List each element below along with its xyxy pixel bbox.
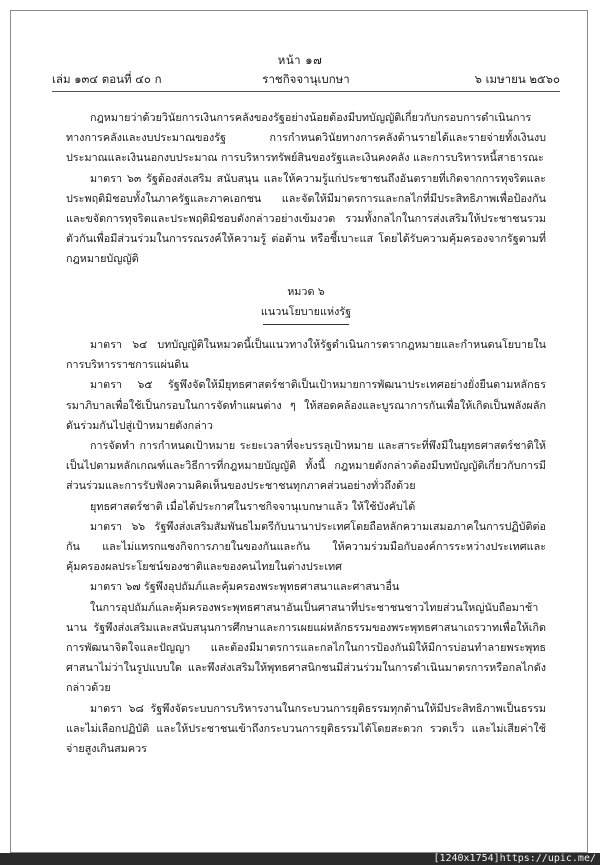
volume-issue: เล่ม ๑๓๔ ตอนที่ ๔๐ ก bbox=[52, 72, 162, 86]
paragraph-fiscal-law: กฎหมายว่าด้วยวินัยการเงินการคลังของรัฐอย่างน้อยต้องมีบทบัญญัติเกี่ยวกับกรอบการดำเนินการทางการคลังและงบประมาณของรัฐ การกำหนดวินัยทางการคลังด้านรายได้และรายจ่ายทั้งเงินงบประมาณและเงินนอกงบประมาณ การบริหารทรัพย์สินของรัฐและเงินคงคลัง และการบริหารหนี้สาธารณะ bbox=[66, 111, 546, 165]
section-67: มาตรา ๖๗ รัฐพึงอุปถัมภ์และคุ้มครองพระพุทธศาสนาและศาสนาอื่น bbox=[90, 580, 400, 594]
document-body bbox=[66, 108, 546, 759]
chapter-heading bbox=[66, 302, 546, 325]
chapter-title: แนวนโยบายแห่งรัฐ bbox=[260, 304, 352, 318]
section-63: มาตรา ๖๓ รัฐต้องส่งเสริม สนับสนุน และให้ความรู้แก่ประชาชนถึงอันตรายที่เกิดจากการทุจริตและประพฤติมิชอบทั้งในภาครัฐและภาคเอกชน และจัดให้มีมาตรการและกลไกที่มีประสิทธิภาพเพื่อป้องกันและขจัดการทุจริตและประพฤติมิชอบดังกล่าวอย่างเข้มงวด รวมทั้งกลไกในการส่งเสริมให้ประชาชนรวมตัวกันเพื่อมีส่วนร่วมในการรณรงค์ให้ความรู้ ต่อต้าน หรือชี้เบาะแส โดยได้รับความคุ้มครองจากรัฐตามที่กฎหมายบัญญัติ bbox=[66, 171, 546, 266]
header-divider bbox=[52, 91, 560, 92]
page-number: หน้า ๑๗ bbox=[277, 53, 323, 67]
section-67-paragraph-2: ในการอุปถัมภ์และคุ้มครองพระพุทธศาสนาอันเป็นศาสนาที่ประชาชนชาวไทยส่วนใหญ่นับถือมาช้านาน รัฐพึงส่งเสริมและสนับสนุนการศึกษาและการเผยแผ่หลักธรรมของพระพุทธศาสนาเถรวาทเพื่อให้เกิดการพัฒนาจิตใจและปัญญา และต้องมีมาตรการและกลไกในการป้องกันมิให้มีการบ่อนทำลายพระพุทธศาสนาไม่ว่าในรูปแบบใด และพึงส่งเสริมให้พุทธศาสนิกชนมีส่วนร่วมในการดำเนินมาตรการหรือกลไกดังกล่าวด้วย bbox=[66, 600, 546, 695]
section-68: มาตรา ๖๘ รัฐพึงจัดระบบการบริหารงานในกระบวนการยุติธรรมทุกด้านให้มีประสิทธิภาพเป็นธรรม และไม่เลือกปฏิบัติ และให้ประชาชนเข้าถึงกระบวนการยุติธรรมได้โดยสะดวก รวดเร็ว และไม่เสียค่าใช้จ่ายสูงเกินสมควร bbox=[66, 701, 546, 756]
publication-name: ราชกิจจานุเบกษา bbox=[262, 72, 350, 86]
watermark-text: [1240x1754]https://upic.me/ bbox=[433, 853, 596, 864]
section-65: มาตรา ๖๕ รัฐพึงจัดให้มียุทธศาสตร์ชาติเป็นเป้าหมายการพัฒนาประเทศอย่างยั่งยืนตามหลักธรรมาภิบาลเพื่อใช้เป็นกรอบในการจัดทำแผนต่าง ๆ ให้สอดคล้องและบูรณาการกันเพื่อให้เกิดเป็นพลังผลักดันร่วมกันไปสู่เป้าหมายดังกล่าว bbox=[66, 378, 546, 432]
upload-watermark-bar bbox=[0, 853, 600, 865]
section-64: มาตรา ๖๔ บทบัญญัติในหมวดนี้เป็นแนวทางให้รัฐดำเนินการตรากฎหมายและกำหนดนโยบายในการบริหารราชการแผ่นดิน bbox=[66, 338, 546, 372]
gazette-header bbox=[52, 71, 560, 87]
section-65-paragraph-3: ยุทธศาสตร์ชาติ เมื่อได้ประกาศในราชกิจจานุเบกษาแล้ว ให้ใช้บังคับได้ bbox=[90, 499, 416, 513]
chapter-number: หมวด ๖ bbox=[287, 284, 325, 298]
section-65-paragraph-2: การจัดทำ การกำหนดเป้าหมาย ระยะเวลาที่จะบรรลุเป้าหมาย และสาระที่พึงมีในยุทธศาสตร์ชาติให้เป็นไปตามหลักเกณฑ์และวิธีการที่กฎหมายบัญญัติ ทั้งนี้ กฎหมายดังกล่าวต้องมีบทบัญญัติเกี่ยวกับการมีส่วนร่วมและการรับฟังความคิดเห็นของประชาชนทุกภาคส่วนอย่างทั่วถึงด้วย bbox=[66, 439, 546, 493]
chapter-underline bbox=[263, 324, 349, 325]
publication-date: ๖ เมษายน ๒๕๖๐ bbox=[474, 72, 560, 86]
section-66: มาตรา ๖๖ รัฐพึงส่งเสริมสัมพันธไมตรีกับนานาประเทศโดยถือหลักความเสมอภาคในการปฏิบัติต่อกัน และไม่แทรกแซงกิจการภายในของกันและกัน ให้ความร่วมมือกับองค์การระหว่างประเทศและคุ้มครองผลประโยชน์ของชาติและของคนไทยในต่างประเทศ bbox=[66, 519, 546, 574]
